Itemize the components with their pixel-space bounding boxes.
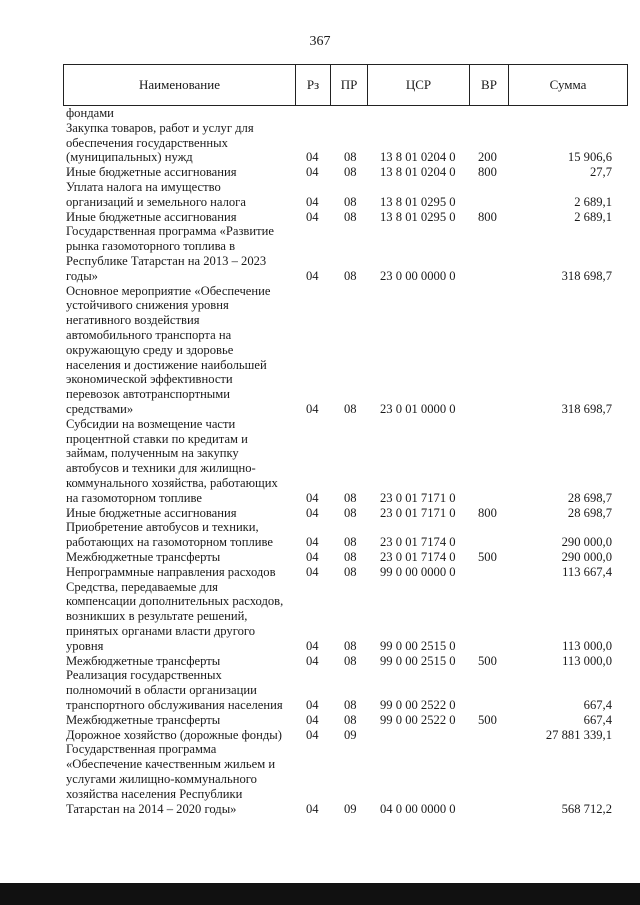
table-row [0, 668, 640, 712]
row-name-line: на газомоторном топливе [66, 490, 202, 505]
row-name-line: займам, полученным на закупку [66, 446, 239, 461]
row-name-line: Закупка товаров, работ и услуг для [66, 120, 254, 135]
row-csr: 23 0 01 7171 0 [380, 505, 456, 520]
row-name [66, 565, 291, 580]
row-vr: 800 [478, 505, 497, 520]
row-name-line: Иные бюджетные ассигнования [66, 505, 237, 520]
row-sum: 2 689,1 [574, 194, 612, 209]
row-pr: 08 [344, 653, 357, 668]
row-rz: 04 [306, 801, 319, 816]
row-rz: 04 [306, 653, 319, 668]
row-name-line: обеспечения государственных [66, 135, 228, 150]
row-pr: 08 [344, 194, 357, 209]
row-vr: 500 [478, 653, 497, 668]
row-csr: 13 8 01 0204 0 [380, 150, 456, 165]
row-csr: 23 0 01 0000 0 [380, 401, 456, 416]
row-name-line: Иные бюджетные ассигнования [66, 165, 237, 180]
table-body [0, 106, 640, 816]
row-pr: 08 [344, 549, 357, 564]
row-csr: 13 8 01 0204 0 [380, 165, 456, 180]
row-rz: 04 [306, 564, 319, 579]
row-name-line: компенсации дополнительных расходов, [66, 594, 284, 609]
row-name-line: хозяйства населения Республики [66, 786, 243, 801]
row-pr: 08 [344, 535, 357, 550]
row-name [66, 106, 291, 121]
row-rz: 04 [306, 712, 319, 727]
row-name-line: Республике Татарстан на 2013 – 2023 [66, 253, 267, 268]
row-rz: 04 [306, 401, 319, 416]
table-row [0, 210, 640, 225]
row-rz: 04 [306, 505, 319, 520]
row-name [66, 506, 291, 521]
row-rz: 04 [306, 638, 319, 653]
row-name-line: Государственная программа [66, 742, 217, 757]
row-name-line: Уплата налога на имущество [66, 179, 221, 194]
row-sum: 113 667,4 [562, 564, 612, 579]
row-sum: 667,4 [583, 712, 612, 727]
row-sum: 15 906,6 [567, 150, 612, 165]
row-name [66, 580, 291, 654]
table-row [0, 506, 640, 521]
row-sum: 28 698,7 [567, 490, 612, 505]
row-csr: 99 0 00 2522 0 [380, 712, 456, 727]
row-name-line: услугами жилищно-коммунального [66, 771, 257, 786]
row-name [66, 284, 291, 417]
row-sum: 113 000,0 [562, 653, 612, 668]
header-name: Наименование [64, 65, 296, 105]
table-row [0, 654, 640, 669]
row-pr: 08 [344, 712, 357, 727]
row-sum: 667,4 [583, 697, 612, 712]
row-name [66, 417, 291, 506]
row-pr: 08 [344, 697, 357, 712]
row-name-line: годы» [66, 268, 98, 283]
table-row [0, 520, 640, 550]
row-csr: 99 0 00 2515 0 [380, 653, 456, 668]
table-row [0, 165, 640, 180]
row-pr: 08 [344, 490, 357, 505]
page-number: 367 [309, 34, 331, 49]
row-sum: 290 000,0 [561, 549, 612, 564]
row-csr: 13 8 01 0295 0 [380, 209, 456, 224]
row-name-line: Межбюджетные трансферты [66, 653, 221, 668]
row-vr: 500 [478, 549, 497, 564]
row-sum: 318 698,7 [561, 268, 612, 283]
row-sum: 27,7 [589, 165, 612, 180]
row-name [66, 742, 291, 816]
row-vr: 800 [478, 209, 497, 224]
row-name-line: полномочий в области организации [66, 683, 257, 698]
row-name-line: «Обеспечение качественным жильем и [66, 757, 276, 772]
row-sum: 318 698,7 [561, 401, 612, 416]
row-csr: 04 0 00 0000 0 [380, 801, 456, 816]
row-pr: 09 [344, 801, 357, 816]
header-rz: Рз [296, 65, 331, 105]
table-row [0, 106, 640, 121]
row-sum: 28 698,7 [567, 505, 612, 520]
row-rz: 04 [306, 535, 319, 550]
table-row [0, 180, 640, 210]
table-row [0, 565, 640, 580]
row-name-line: негативного воздействия [66, 313, 200, 328]
row-sum: 27 881 339,1 [545, 727, 612, 742]
scan-edge [0, 883, 640, 905]
row-pr: 08 [344, 564, 357, 579]
row-name [66, 210, 291, 225]
table-header [63, 64, 628, 106]
row-pr: 08 [344, 268, 357, 283]
row-name-line: организаций и земельного налога [66, 194, 246, 209]
header-csr: ЦСР [368, 65, 470, 105]
row-rz: 04 [306, 549, 319, 564]
row-sum: 2 689,1 [574, 209, 612, 224]
table-row [0, 728, 640, 743]
row-name-line: фондами [66, 106, 114, 120]
header-pr: ПР [331, 65, 368, 105]
row-rz: 04 [306, 490, 319, 505]
row-rz: 04 [306, 209, 319, 224]
row-name-line: (муниципальных) нужд [66, 150, 193, 165]
row-name [66, 520, 291, 550]
table-row [0, 417, 640, 506]
row-name-line: Иные бюджетные ассигнования [66, 209, 237, 224]
row-pr: 08 [344, 638, 357, 653]
table-row [0, 580, 640, 654]
row-name-line: уровня [66, 638, 104, 653]
table-row [0, 224, 640, 283]
row-sum: 113 000,0 [562, 638, 612, 653]
row-csr: 99 0 00 2515 0 [380, 638, 456, 653]
row-name [66, 224, 291, 283]
table-row [0, 742, 640, 816]
row-pr: 08 [344, 505, 357, 520]
row-name-line: Государственная программа «Развитие [66, 224, 274, 239]
table-row [0, 713, 640, 728]
row-rz: 04 [306, 165, 319, 180]
row-name-line: Дорожное хозяйство (дорожные фонды) [66, 727, 282, 742]
row-name-line: Непрограммные направления расходов [66, 564, 276, 579]
row-csr: 13 8 01 0295 0 [380, 194, 456, 209]
row-name [66, 121, 291, 165]
row-name-line: работающих на газомоторном топливе [66, 535, 273, 550]
row-pr: 08 [344, 209, 357, 224]
row-name-line: устойчивого снижения уровня [66, 298, 229, 313]
row-name-line: принятых органами власти другого [66, 623, 256, 638]
row-name [66, 654, 291, 669]
row-name-line: коммунального хозяйства, работающих [66, 475, 278, 490]
row-rz: 04 [306, 268, 319, 283]
row-sum: 290 000,0 [561, 535, 612, 550]
row-name-line: Татарстан на 2014 – 2020 годы» [66, 801, 237, 816]
row-name-line: окружающую среду и здоровье [66, 342, 234, 357]
row-name-line: экономической эффективности [66, 372, 233, 387]
row-name [66, 668, 291, 712]
row-csr: 99 0 00 2522 0 [380, 697, 456, 712]
row-name [66, 728, 291, 743]
row-vr: 800 [478, 165, 497, 180]
row-name [66, 713, 291, 728]
header-vr: ВР [470, 65, 509, 105]
row-csr: 23 0 00 0000 0 [380, 268, 456, 283]
row-name-line: Межбюджетные трансферты [66, 549, 221, 564]
table-row [0, 284, 640, 417]
row-name-line: рынка газомоторного топлива в [66, 239, 236, 254]
row-name-line: транспортного обслуживания населения [66, 697, 283, 712]
row-pr: 09 [344, 727, 357, 742]
row-rz: 04 [306, 697, 319, 712]
row-name-line: Средства, передаваемые для [66, 579, 218, 594]
row-name-line: населения и достижение наибольшей [66, 357, 267, 372]
row-vr: 200 [478, 150, 497, 165]
row-name-line: процентной ставки по кредитам и [66, 431, 248, 446]
row-name-line: средствами» [66, 401, 134, 416]
row-name-line: перевозок автотранспортными [66, 387, 230, 402]
row-pr: 08 [344, 150, 357, 165]
row-pr: 08 [344, 401, 357, 416]
row-name-line: автомобильного транспорта на [66, 327, 232, 342]
row-pr: 08 [344, 165, 357, 180]
row-csr: 23 0 01 7171 0 [380, 490, 456, 505]
row-rz: 04 [306, 150, 319, 165]
row-rz: 04 [306, 194, 319, 209]
row-name-line: Субсидии на возмещение части [66, 416, 236, 431]
row-name-line: возникших в результате решений, [66, 609, 248, 624]
row-name-line: Межбюджетные трансферты [66, 712, 221, 727]
row-name [66, 550, 291, 565]
row-vr: 500 [478, 712, 497, 727]
row-name [66, 180, 291, 210]
row-name-line: автобусов и техники для жилищно- [66, 461, 256, 476]
row-name-line: Приобретение автобусов и техники, [66, 520, 259, 535]
row-csr: 23 0 01 7174 0 [380, 535, 456, 550]
row-csr: 23 0 01 7174 0 [380, 549, 456, 564]
row-sum: 568 712,2 [561, 801, 612, 816]
table-row [0, 121, 640, 165]
row-csr: 99 0 00 0000 0 [380, 564, 456, 579]
header-sum: Сумма [549, 77, 587, 92]
table-row [0, 550, 640, 565]
row-name-line: Основное мероприятие «Обеспечение [66, 283, 271, 298]
row-name [66, 165, 291, 180]
row-rz: 04 [306, 727, 319, 742]
row-name-line: Реализация государственных [66, 668, 222, 683]
